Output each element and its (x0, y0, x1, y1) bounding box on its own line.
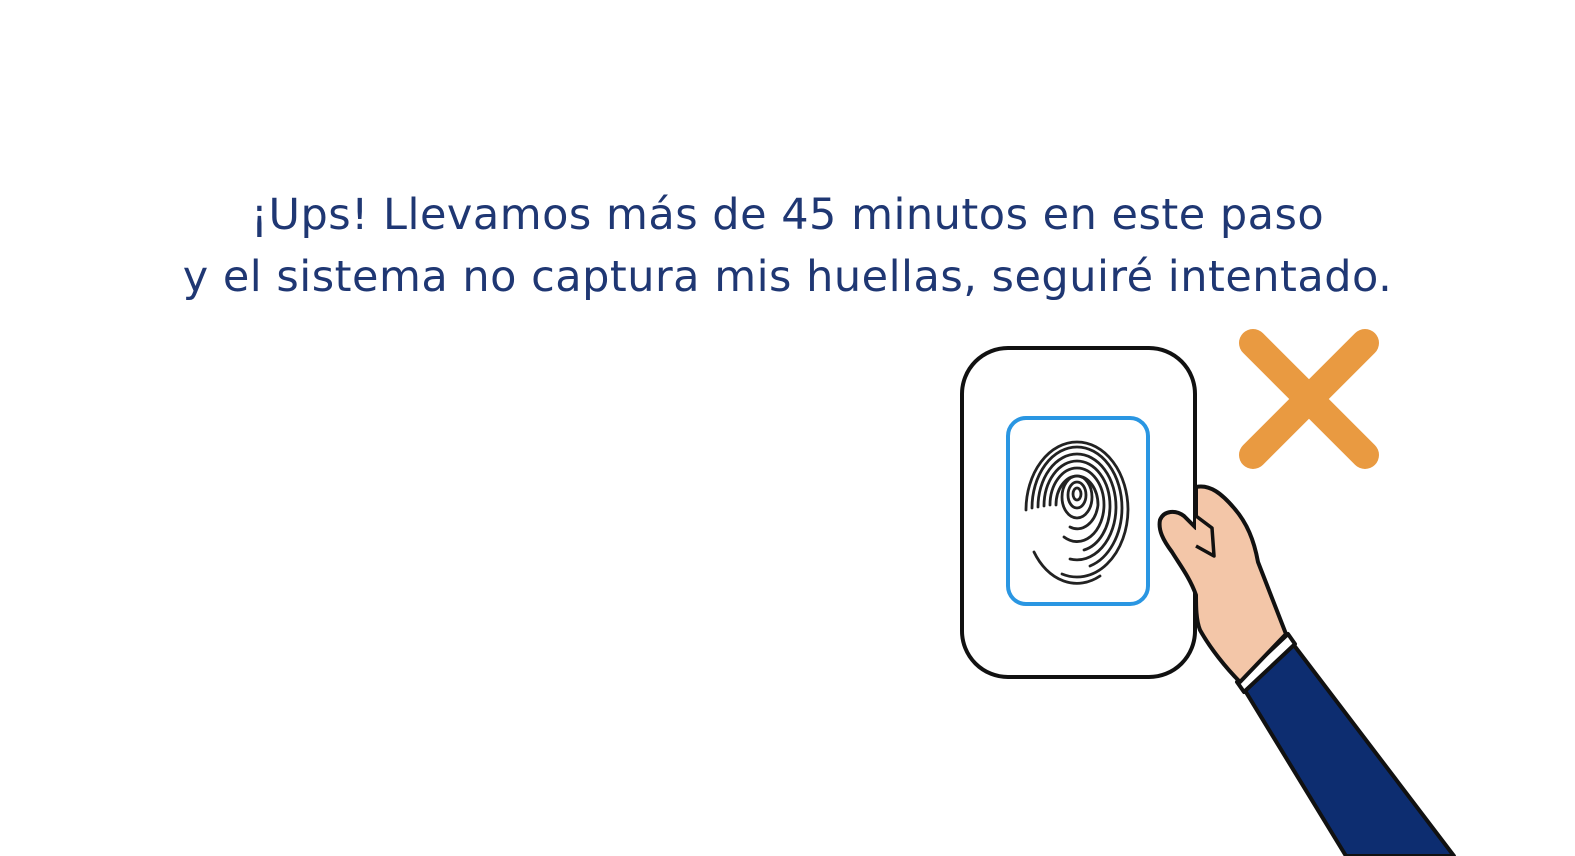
x-mark-icon (1253, 343, 1365, 455)
sleeve-icon (1237, 634, 1454, 856)
error-message-line-1: ¡Ups! Llevamos más de 45 minutos en este paso (250, 190, 1325, 240)
fingerprint-scanner-icon (962, 348, 1195, 677)
error-message-line-2: y el sistema no captura mis huellas, seguiré intentado. (182, 252, 1393, 302)
